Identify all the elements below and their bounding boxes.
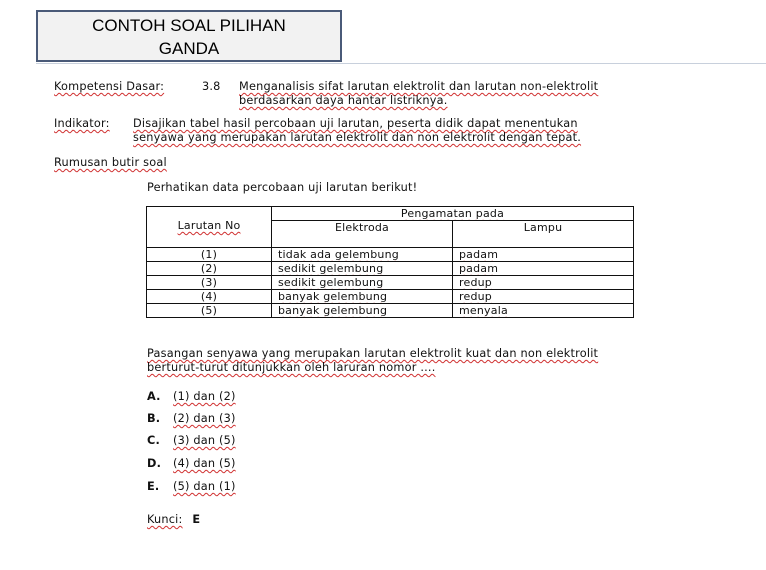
table-row — [147, 304, 634, 318]
row-elektroda: sedikit gelembung — [272, 276, 453, 290]
row-elektroda: banyak gelembung — [272, 304, 453, 318]
header-elektroda: Elektroda — [272, 221, 453, 248]
row-lampu: menyala — [453, 304, 634, 318]
row-elektroda: tidak ada gelembung — [272, 248, 453, 262]
option-text: (4) dan (5) — [173, 457, 236, 470]
row-no: (1) — [147, 248, 272, 262]
table-row — [147, 290, 634, 304]
row-lampu: padam — [453, 248, 634, 262]
option-letter: C. — [147, 434, 160, 447]
row-lampu: padam — [453, 262, 634, 276]
option-c — [147, 434, 236, 447]
indikator-text-line1: Disajikan tabel hasil percobaan uji larutan, peserta didik dapat menentukan — [133, 117, 578, 130]
option-text: (2) dan (3) — [173, 412, 236, 425]
option-letter: A. — [147, 390, 161, 403]
kompetensi-text-line2: berdasarkan daya hantar listriknya. — [239, 94, 448, 107]
option-letter: B. — [147, 412, 161, 425]
answer-key — [147, 513, 200, 526]
table-row — [147, 248, 634, 262]
slide-title-line1: CONTOH SOAL PILIHAN — [92, 16, 286, 35]
question-line2: berturut-turut ditunjukkan oleh laruran nomor .... — [147, 361, 436, 374]
option-a — [147, 390, 236, 403]
option-letter: D. — [147, 457, 162, 470]
slide-title-line2: GANDA — [158, 39, 220, 58]
answer-key-label: Kunci: — [147, 513, 183, 526]
indikator-label: Indikator: — [54, 117, 110, 130]
option-b — [147, 412, 236, 425]
row-no: (4) — [147, 290, 272, 304]
kompetensi-label: Kompetensi Dasar: — [54, 80, 165, 93]
kompetensi-number: 3.8 — [202, 80, 221, 93]
option-text: (1) dan (2) — [173, 390, 236, 403]
row-lampu: redup — [453, 290, 634, 304]
header-lampu: Lampu — [453, 221, 634, 248]
indikator-text-line2: senyawa yang merupakan larutan elektrolit dan non elektrolit dengan tepat. — [133, 131, 582, 144]
header-larutan-no: Larutan No — [147, 207, 272, 248]
question-intro: Perhatikan data percobaan uji larutan berikut! — [147, 181, 418, 194]
option-e — [147, 480, 236, 493]
option-d — [147, 457, 236, 470]
row-no: (3) — [147, 276, 272, 290]
rumusan-label: Rumusan butir soal — [54, 156, 167, 169]
option-text: (3) dan (5) — [173, 434, 236, 447]
table-row — [147, 276, 634, 290]
answer-key-value: E — [192, 513, 201, 526]
option-letter: E. — [147, 480, 160, 493]
row-elektroda: banyak gelembung — [272, 290, 453, 304]
row-no: (5) — [147, 304, 272, 318]
kompetensi-text-line1: Menganalisis sifat larutan elektrolit dan larutan non-elektrolit — [239, 80, 599, 93]
row-no: (2) — [147, 262, 272, 276]
observation-table — [146, 206, 634, 318]
option-text: (5) dan (1) — [173, 480, 236, 493]
header-pengamatan: Pengamatan pada — [272, 207, 634, 221]
row-elektroda: sedikit gelembung — [272, 262, 453, 276]
row-lampu: redup — [453, 276, 634, 290]
question-line1: Pasangan senyawa yang merupakan larutan elektrolit kuat dan non elektrolit — [147, 347, 599, 360]
table-row — [147, 262, 634, 276]
